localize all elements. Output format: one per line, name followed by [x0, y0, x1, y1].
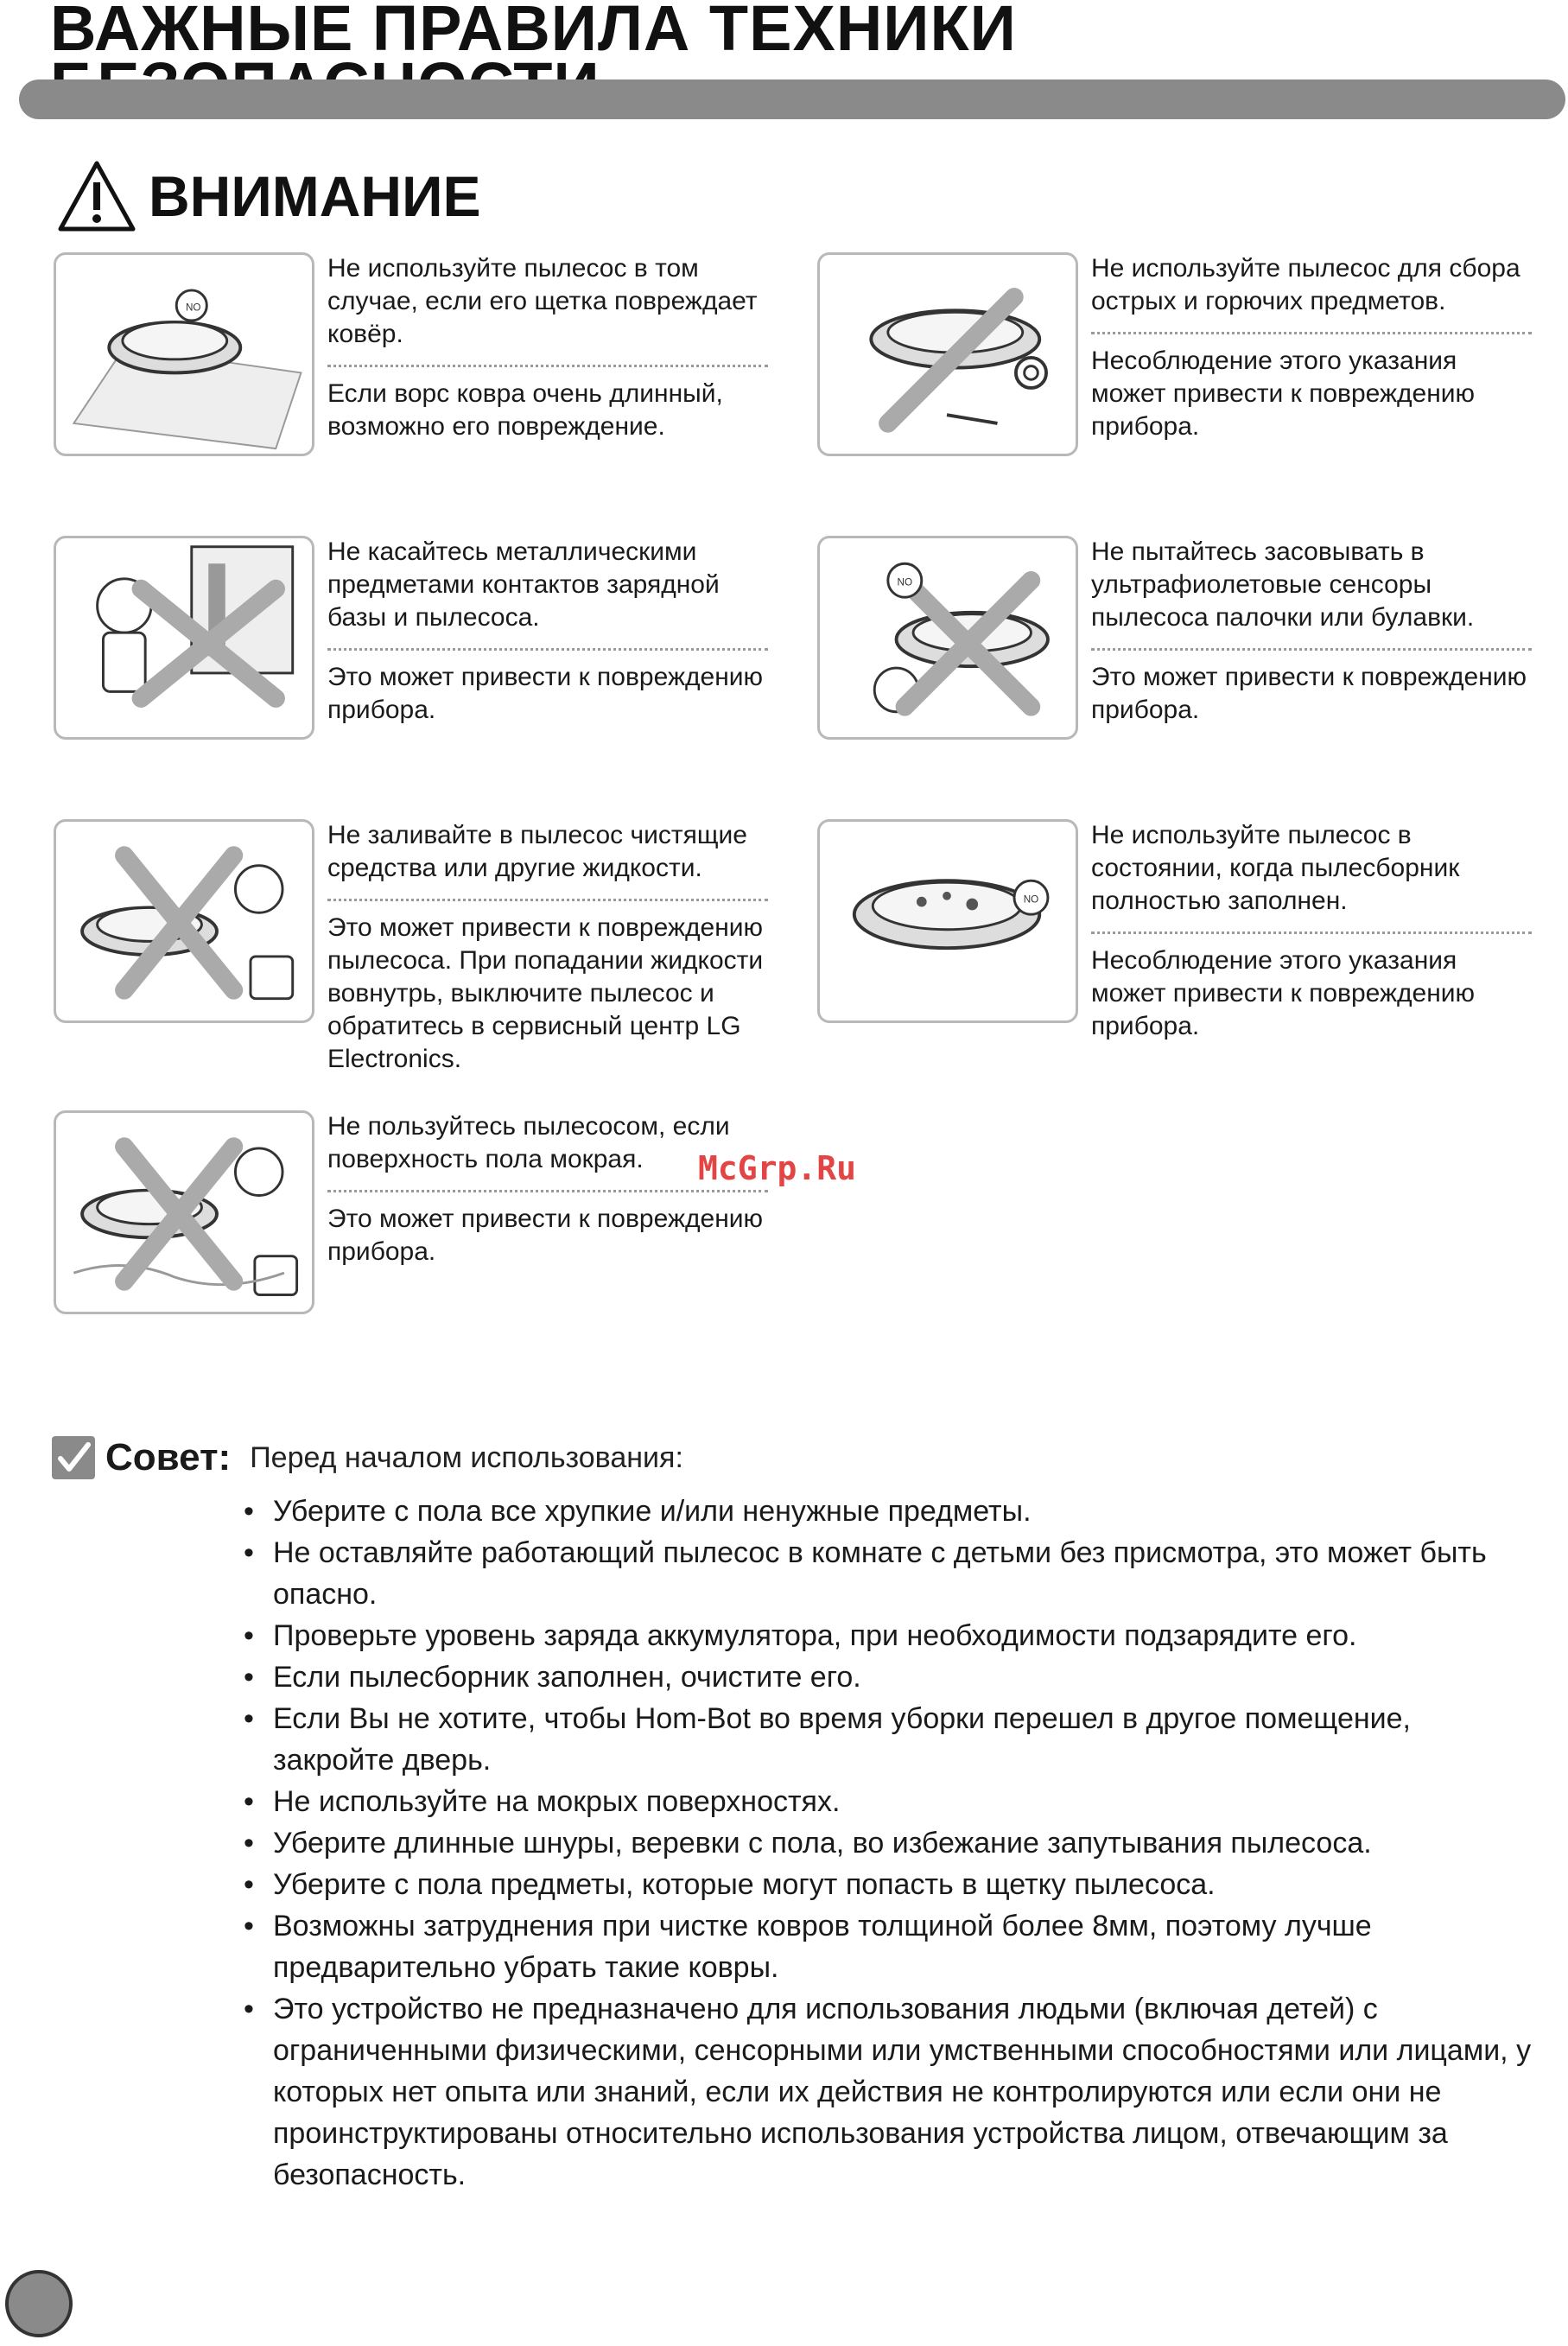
warning-triangle-icon [57, 160, 136, 232]
dotted-divider [327, 899, 768, 901]
charging-contacts-icon [54, 536, 314, 740]
card-main-text: Не используйте пылесос для сбора острых и горючих предметов. [1091, 254, 1520, 315]
tip-item: • Уберите с пола все хрупкие и/или ненужные предметы. [244, 1491, 1539, 1532]
liquid-pour-icon [54, 819, 314, 1023]
dotted-divider [1091, 648, 1532, 651]
tip-list [244, 1491, 1539, 2196]
tip-label: Совет: [105, 1436, 232, 1478]
tip-item: • Уберите с пола предметы, которые могут попасть в щетку пылесоса. [244, 1864, 1539, 1905]
dotted-divider [1091, 931, 1532, 934]
svg-text:NO: NO [897, 576, 913, 588]
card-detail-text: Это может привести к повреждению прибора. [327, 1205, 764, 1266]
attention-heading [57, 157, 481, 235]
card-detail-text: Несоблюдение этого указания может привести к повреждению прибора. [1091, 946, 1476, 1040]
tip-item: • Это устройство не предназначено для использования людьми (включая детей) с ограниченными физическими, сенсорными или умственными способностями или лицами, у которых нет опыта или знаний, если их действия не контролируются или если они не проинструктированы относительно использования устройства лицом, отвечающим за безопасность. [244, 1988, 1539, 2196]
tip-item: • Проверьте уровень заряда аккумулятора, при необходимости подзарядите его. [244, 1615, 1539, 1656]
page-title: ВАЖНЫЕ ПРАВИЛА ТЕХНИКИ [50, 0, 1017, 64]
card-main-text: Не пользуйтесь пылесосом, если поверхность пола мокрая. [327, 1112, 730, 1173]
tip-heading [50, 1434, 683, 1481]
svg-text:NO: NO [185, 302, 201, 314]
card-detail-text: Несоблюдение этого указания может привести к повреждению прибора. [1091, 346, 1476, 441]
tip-item: • Не используйте на мокрых поверхностях. [244, 1781, 1539, 1822]
dotted-divider [1091, 332, 1532, 334]
tip-item: • Не оставляйте работающий пылесос в комнате с детьми без присмотра, это может быть опасно. [244, 1532, 1539, 1615]
dotted-divider [327, 365, 768, 367]
title-bar [19, 79, 1565, 119]
card-main-text: Не пытайтесь засовывать в ультрафиолетовые сенсоры пылесоса палочки или булавки. [1091, 537, 1475, 632]
tip-item: • Если пылесборник заполнен, очистите его. [244, 1656, 1539, 1698]
tip-item: • Уберите длинные шнуры, веревки с пола, во избежание запутывания пылесоса. [244, 1822, 1539, 1864]
card-detail-text: Это может привести к повреждению прибора. [327, 663, 764, 724]
robot-on-carpet-icon [54, 252, 314, 456]
watermark: McGrp.Ru [698, 1149, 857, 1187]
card-detail-text: Это может привести к повреждению пылесоса. При попадании жидкости вовнутрь, выключите пылесос и обратитесь в сервисный центр LG Electronics. [327, 913, 764, 1073]
wet-floor-icon [54, 1110, 314, 1314]
tip-intro: Перед началом использования: [250, 1440, 683, 1474]
card-main-text: Не заливайте в пылесос чистящие средства или другие жидкости. [327, 821, 747, 882]
card-main-text: Не используйте пылесос в том случае, если его щетка повреждает ковёр. [327, 254, 758, 348]
dotted-divider [327, 648, 768, 651]
checkmark-icon [50, 1434, 97, 1481]
attention-label: ВНИМАНИЕ [149, 164, 481, 228]
tip-item: • Если Вы не хотите, чтобы Hom-Bot во время уборки перешел в другое помещение, закройте дверь. [244, 1698, 1539, 1781]
card-main-text: Не используйте пылесос в состоянии, когда пылесборник полностью заполнен. [1091, 821, 1460, 915]
tip-item: • Возможны затруднения при чистке ковров толщиной более 8мм, поэтому лучше предварительно убрать такие ковры. [244, 1905, 1539, 1988]
dotted-divider [327, 1190, 768, 1192]
uv-sensor-icon [817, 536, 1078, 740]
card-detail-text: Если ворс ковра очень длинный, возможно его повреждение. [327, 379, 723, 441]
robot-sharp-objects-icon [817, 252, 1078, 456]
card-main-text: Не касайтесь металлическими предметами контактов зарядной базы и пылесоса. [327, 537, 720, 632]
card-detail-text: Это может привести к повреждению прибора. [1091, 663, 1527, 724]
svg-text:NO: NO [1023, 893, 1039, 906]
full-dustbin-icon [817, 819, 1078, 1023]
page-number-marker [5, 2270, 73, 2337]
